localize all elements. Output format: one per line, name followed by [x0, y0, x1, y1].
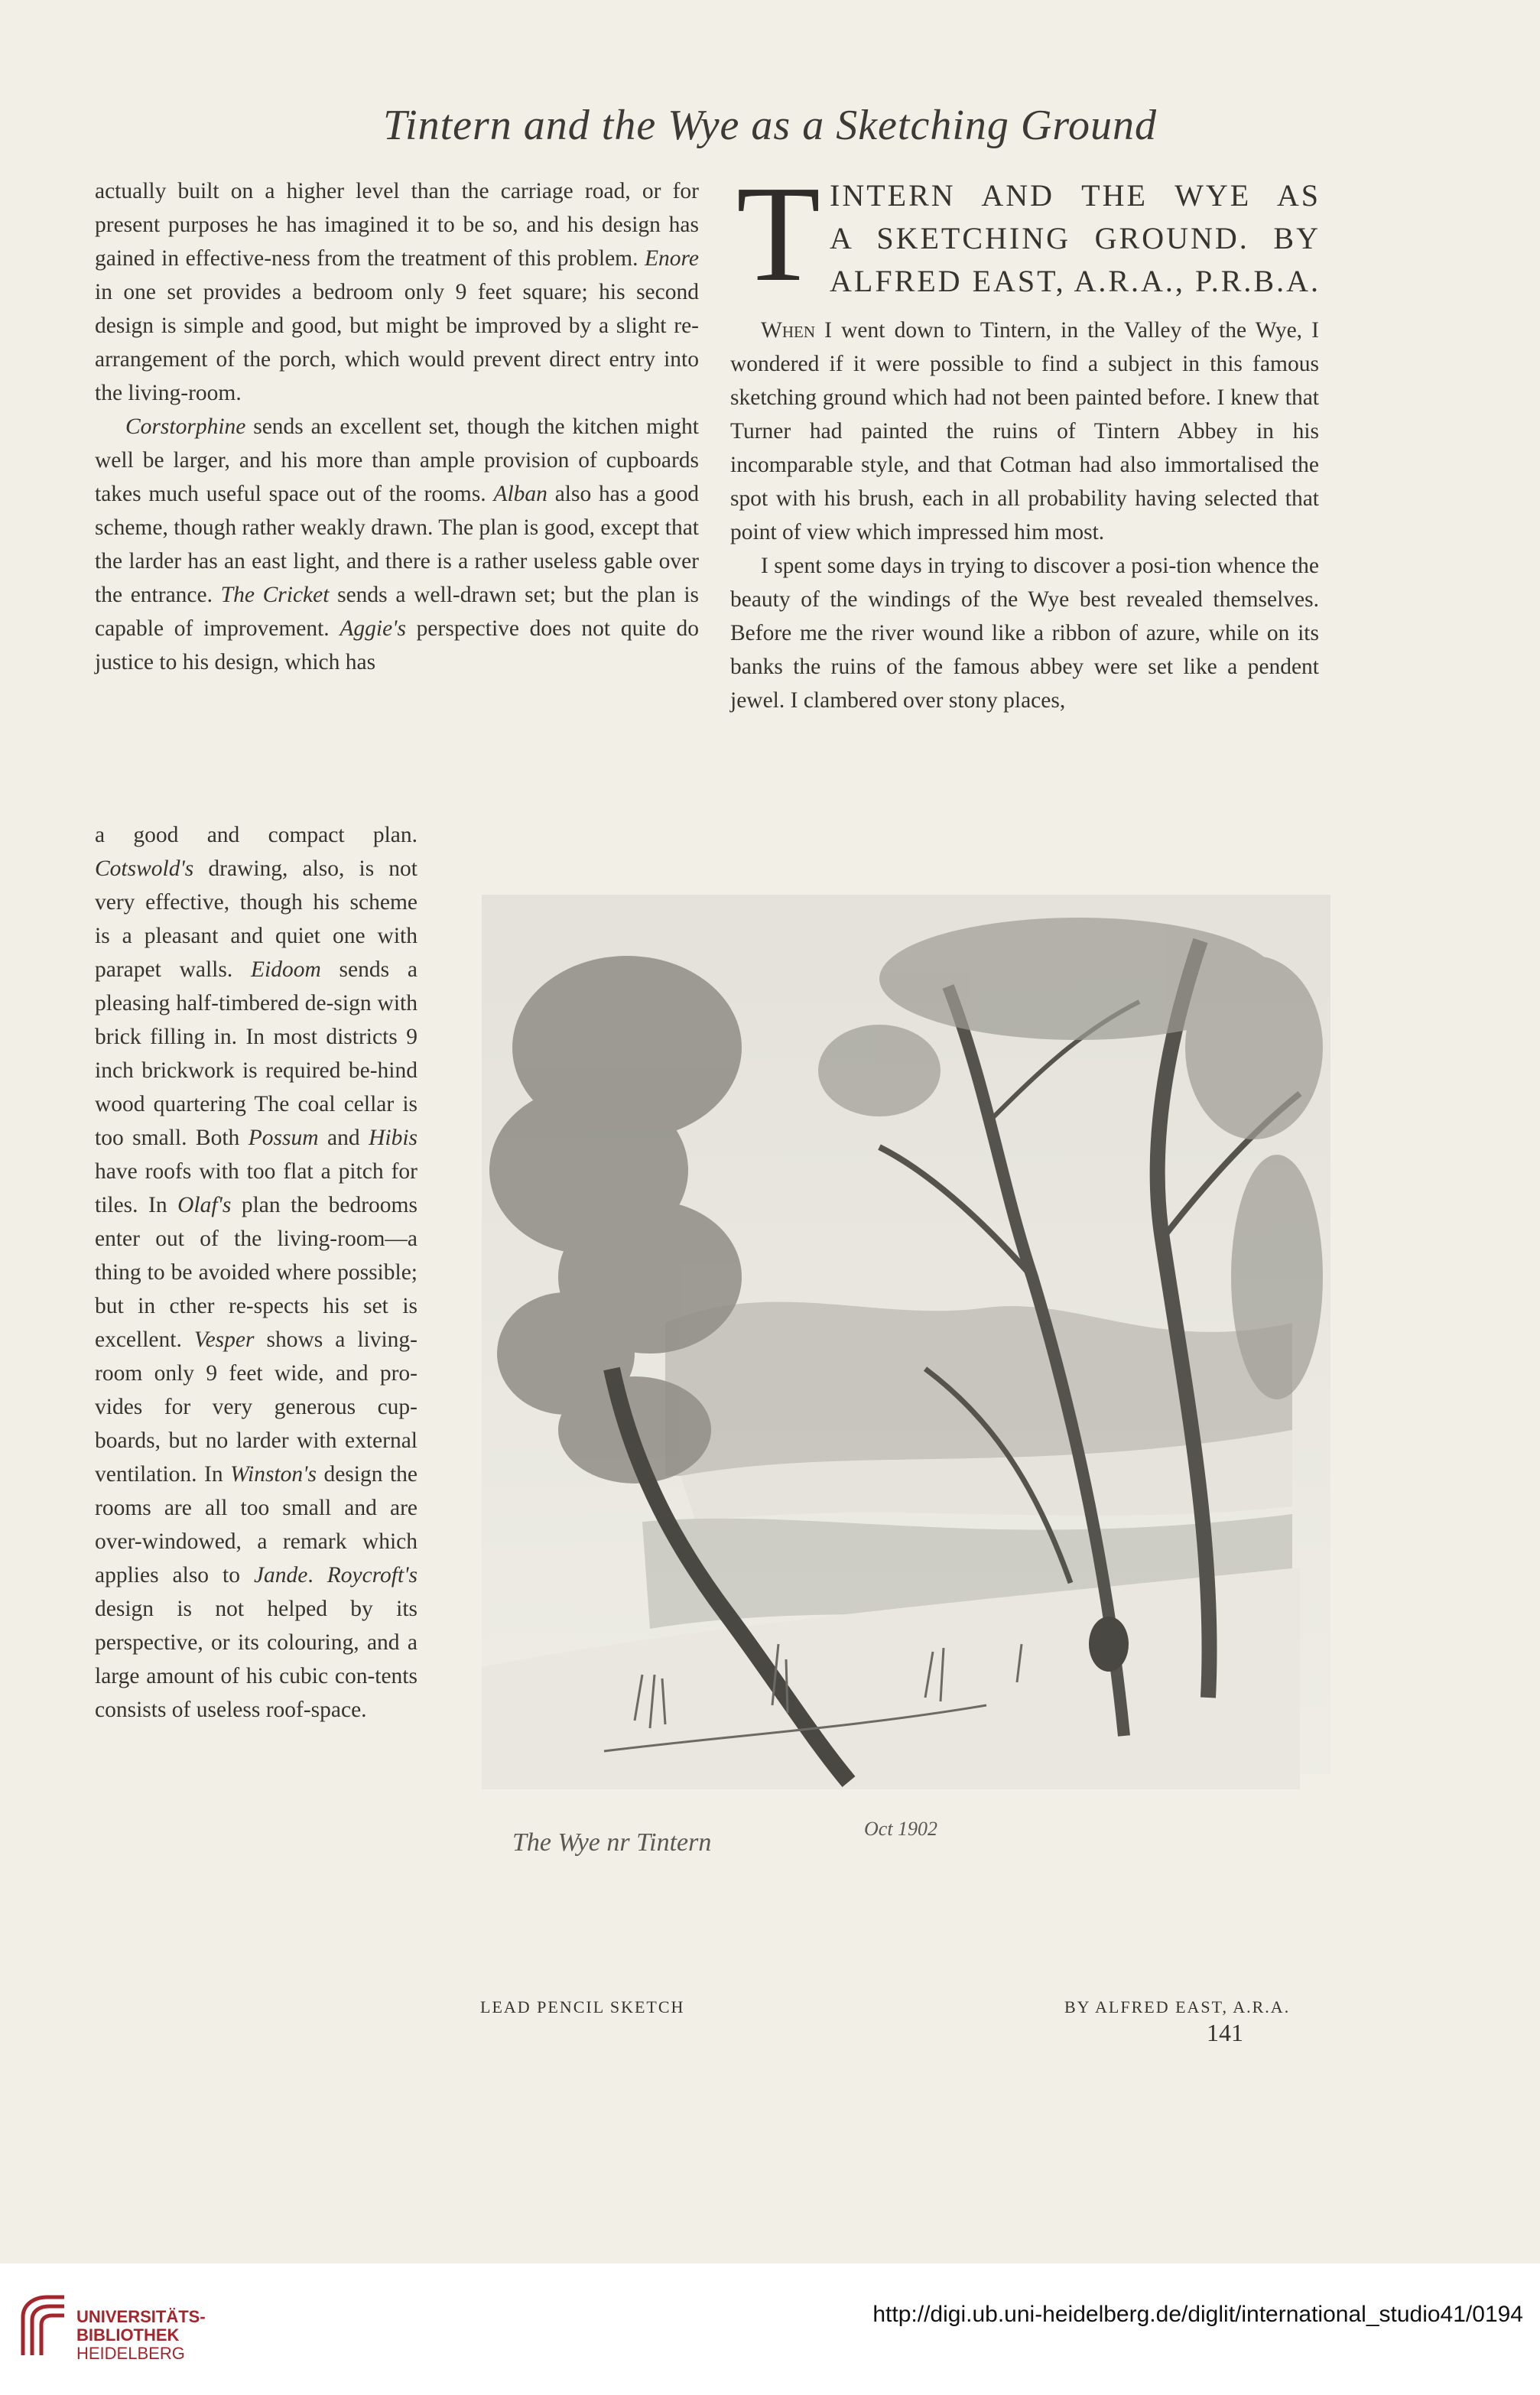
text-run: have roofs with too flat a pitch for tiles. In	[95, 1159, 417, 1217]
small-caps-word: When	[761, 318, 816, 343]
left-column-text	[95, 174, 699, 679]
text-run: and	[318, 1126, 369, 1150]
text-run: plan the bedrooms enter out of the living-room—a thing to be avoided where possible; but in cther re-spects his set is excellent.	[95, 1193, 417, 1352]
entry-name-cotswolds: Cotswold's	[95, 856, 194, 881]
text-run: I spent some days in trying to discover a posi-tion whence the beauty of the windings of the Wye best revealed themselves. Before me the river wound like a ribbon of azure, while on its banks the ruins of the famous abbey were set like a pendent jewel. I clambered over stony places,	[730, 554, 1319, 713]
entry-name-jande: Jande	[253, 1563, 308, 1587]
text-run: sends a well-drawn set; but the plan is capable of improvement.	[95, 583, 699, 641]
library-footer	[0, 2263, 1540, 2395]
title-line-2: A SKETCHING GROUND. BY	[830, 221, 1321, 255]
drop-cap: T	[736, 158, 820, 310]
paragraph	[95, 410, 699, 679]
paragraph	[95, 174, 699, 410]
text-run: a good and compact plan.	[95, 823, 417, 847]
entry-name-eidoom: Eidoom	[251, 957, 321, 982]
text-run: drawing, also, is not very effective, though his scheme is a pleasant and quiet one with parapet walls.	[95, 856, 417, 982]
entry-name-olafs: Olaf's	[177, 1193, 232, 1217]
paragraph	[95, 818, 417, 1727]
entry-name-the-cricket: The Cricket	[220, 583, 330, 607]
entry-name-aggies: Aggie's	[340, 616, 406, 641]
logo-line: BIBLIOTHEK	[76, 2325, 180, 2345]
text-run: in one set provides a bedroom only 9 feet square; his second design is simple and good, but might be improved by a slight re-arrangement of the porch, which would prevent direct entry into the living-room.	[95, 280, 699, 405]
entry-name-corstorphine: Corstorphine	[125, 414, 246, 439]
text-run: sends a pleasing half-timbered de-sign with brick filling in. In most districts 9 inch brickwork is required be-hind wood quartering The coal cellar is too small. Both	[95, 957, 417, 1150]
entry-name-winstons: Winston's	[230, 1462, 317, 1487]
text-run: design the rooms are all too small and are over-windowed, a remark which applies also to	[95, 1462, 417, 1587]
text-run: actually built on a higher level than the carriage road, or for present purposes he has imagined it to be so, and his design has gained in effective-ness from the treatment of this problem.	[95, 179, 699, 271]
title-line-1: INTERN AND THE WYE AS	[830, 178, 1321, 213]
text-run: shows a living-room only 9 feet wide, and pro-vides for very generous cup-boards, but no larder with external ventilation. In	[95, 1327, 417, 1487]
running-head: Tintern and the Wye as a Sketching Ground	[382, 102, 1158, 149]
logo-line: UNIVERSITÄTS-	[76, 2307, 206, 2326]
sketch-inscription: The Wye nr Tintern	[512, 1828, 712, 1857]
sketch-figure	[1089, 1617, 1129, 1672]
title-line-3: ALFRED EAST, A.R.A., P.R.B.A.	[830, 264, 1321, 298]
figure-caption-left: LEAD PENCIL SKETCH	[480, 1997, 685, 2016]
entry-name-roycrofts: Roycroft's	[327, 1563, 417, 1587]
text-run: sends an excellent set, though the kitchen might well be larger, and his more than ample provision of cupboards takes much useful space out of the rooms.	[95, 414, 699, 506]
paragraph	[730, 549, 1319, 717]
text-run: also has a good scheme, though rather weakly drawn. The plan is good, except that the larder has an east light, and there is a rather useless gable over the entrance.	[95, 482, 699, 607]
text-run: perspective does not quite do justice to his design, which has	[95, 616, 699, 674]
text-run: .	[307, 1563, 327, 1587]
logo-line: HEIDELBERG	[76, 2344, 185, 2363]
entry-name-possum: Possum	[248, 1126, 319, 1150]
paragraph	[730, 314, 1319, 549]
entry-name-alban: Alban	[493, 482, 547, 506]
source-url-link[interactable]: http://digi.ub.uni-heidelberg.de/diglit/international_studio41/0194	[872, 2302, 1523, 2327]
text-run: I went down to Tintern, in the Valley of the Wye, I wondered if it were possible to find a subject in this famous sketching ground which had not been painted before. I knew that Turner had painted the ruins of Tintern Abbey in his incomparable style, and that Cotman had also immortalised the spot with his brush, each in all probability having selected that point of view which impressed him most.	[730, 318, 1319, 544]
pencil-sketch-illustration	[451, 895, 1330, 1988]
narrow-column-text	[95, 818, 417, 1727]
right-column-text	[730, 314, 1319, 717]
text-run: design is not helped by its perspective, or its colouring, and a large amount of his cubic con-tents consists of useless roof-space.	[95, 1597, 417, 1722]
article-title	[730, 158, 1321, 310]
entry-name-vesper: Vesper	[193, 1327, 255, 1352]
page-number: 141	[1207, 2019, 1243, 2046]
library-logo-icon	[17, 2294, 70, 2358]
entry-name-hibis: Hibis	[369, 1126, 418, 1150]
entry-name-enore: Enore	[645, 246, 699, 271]
sketch-date: Oct 1902	[864, 1818, 938, 1840]
library-logo-text	[76, 2308, 206, 2363]
figure-caption-right: BY ALFRED EAST, A.R.A.	[1064, 1997, 1291, 2016]
